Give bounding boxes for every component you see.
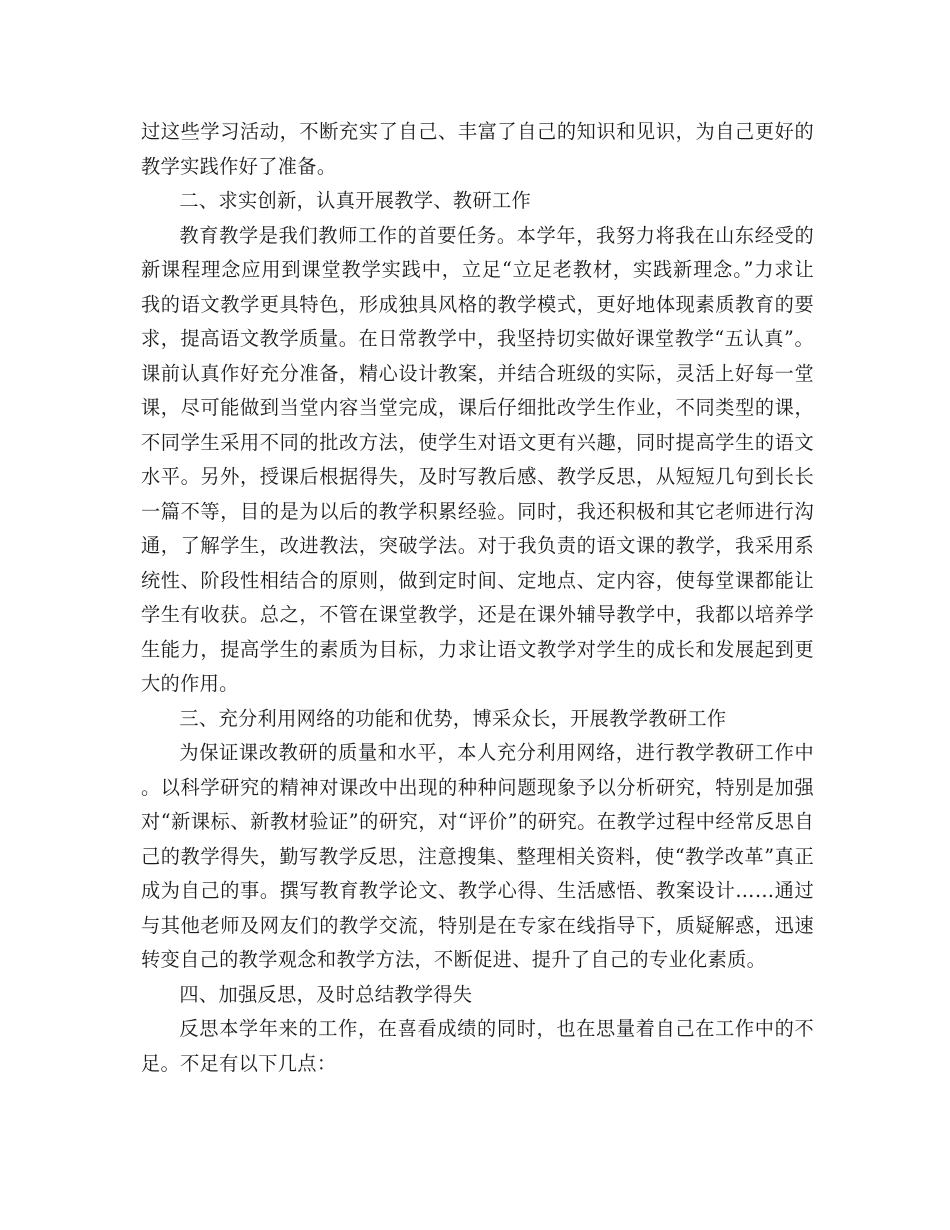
section-heading-2: 二、求实创新，认真开展教学、教研工作 [179, 189, 532, 212]
document-page [141, 115, 814, 1081]
section-heading-4: 四、加强反思，及时总结教学得失 [179, 982, 473, 1006]
section-heading-3: 三、充分利用网络的功能和优势，博采众长，开展教学教研工作 [179, 706, 727, 730]
paragraph-reflection: 反思本学年来的工作，在喜看成绩的同时，也在思量着自己在工作中的不足。不足有以下几点： [141, 1017, 814, 1075]
paragraph-teaching-work: 教育教学是我们教师工作的首要任务。本学年，我努力将我在山东经受的新课程理念应用到课堂教学实践中，立足“立足老教材，实践新理念。”力求让我的语文教学更具特色，形成独具风格的教学模式，更好地体现素质教育的要求，提高语文教学质量。在日常教学中，我坚持切实做好课堂教学“五认真”。课前认真作好充分准备，精心设计教案，并结合班级的实际，灵活上好每一堂课，尽可能做到当堂内容当堂完成，课后仔细批改学生作业，不同类型的课，不同学生采用不同的批改方法，使学生对语文更有兴趣，同时提高学生的语文水平。另外，授课后根据得失，及时写教后感、教学反思，从短短几句到长长一篇不等，目的是为以后的教学积累经验。同时，我还积极和其它老师进行沟通，了解学生，改进教法，突破学法。对于我负责的语文课的教学，我采用系统性、阶段性相结合的原则，做到定时间、定地点、定内容，使每堂课都能让学生有收获。总之，不管在课堂教学，还是在课外辅导教学中，我都以培养学生能力，提高学生的素质为目标，力求让语文教学对学生的成长和发展起到更大的作用。 [141, 223, 814, 695]
paragraph-network-research: 为保证课改教研的质量和水平，本人充分利用网络，进行教学教研工作中。以科学研究的精神对课改中出现的种种问题现象予以分析研究，特别是加强对“新课标、新教材验证”的研究，对“评价”的研究。在教学过程中经常反思自己的教学得失，勤写教学反思，注意搜集、整理相关资料，使“教学改革”真正成为自己的事。撰写教育教学论文、教学心得、生活感悟、教案设计……通过与其他老师及网友们的教学交流，特别是在专家在线指导下，质疑解惑，迅速转变自己的教学观念和教学方法，不断促进、提升了自己的专业化素质。 [141, 741, 814, 971]
paragraph-continuation: 过这些学习活动，不断充实了自己、丰富了自己的知识和见识，为自己更好的教学实践作好了准备。 [141, 120, 814, 178]
